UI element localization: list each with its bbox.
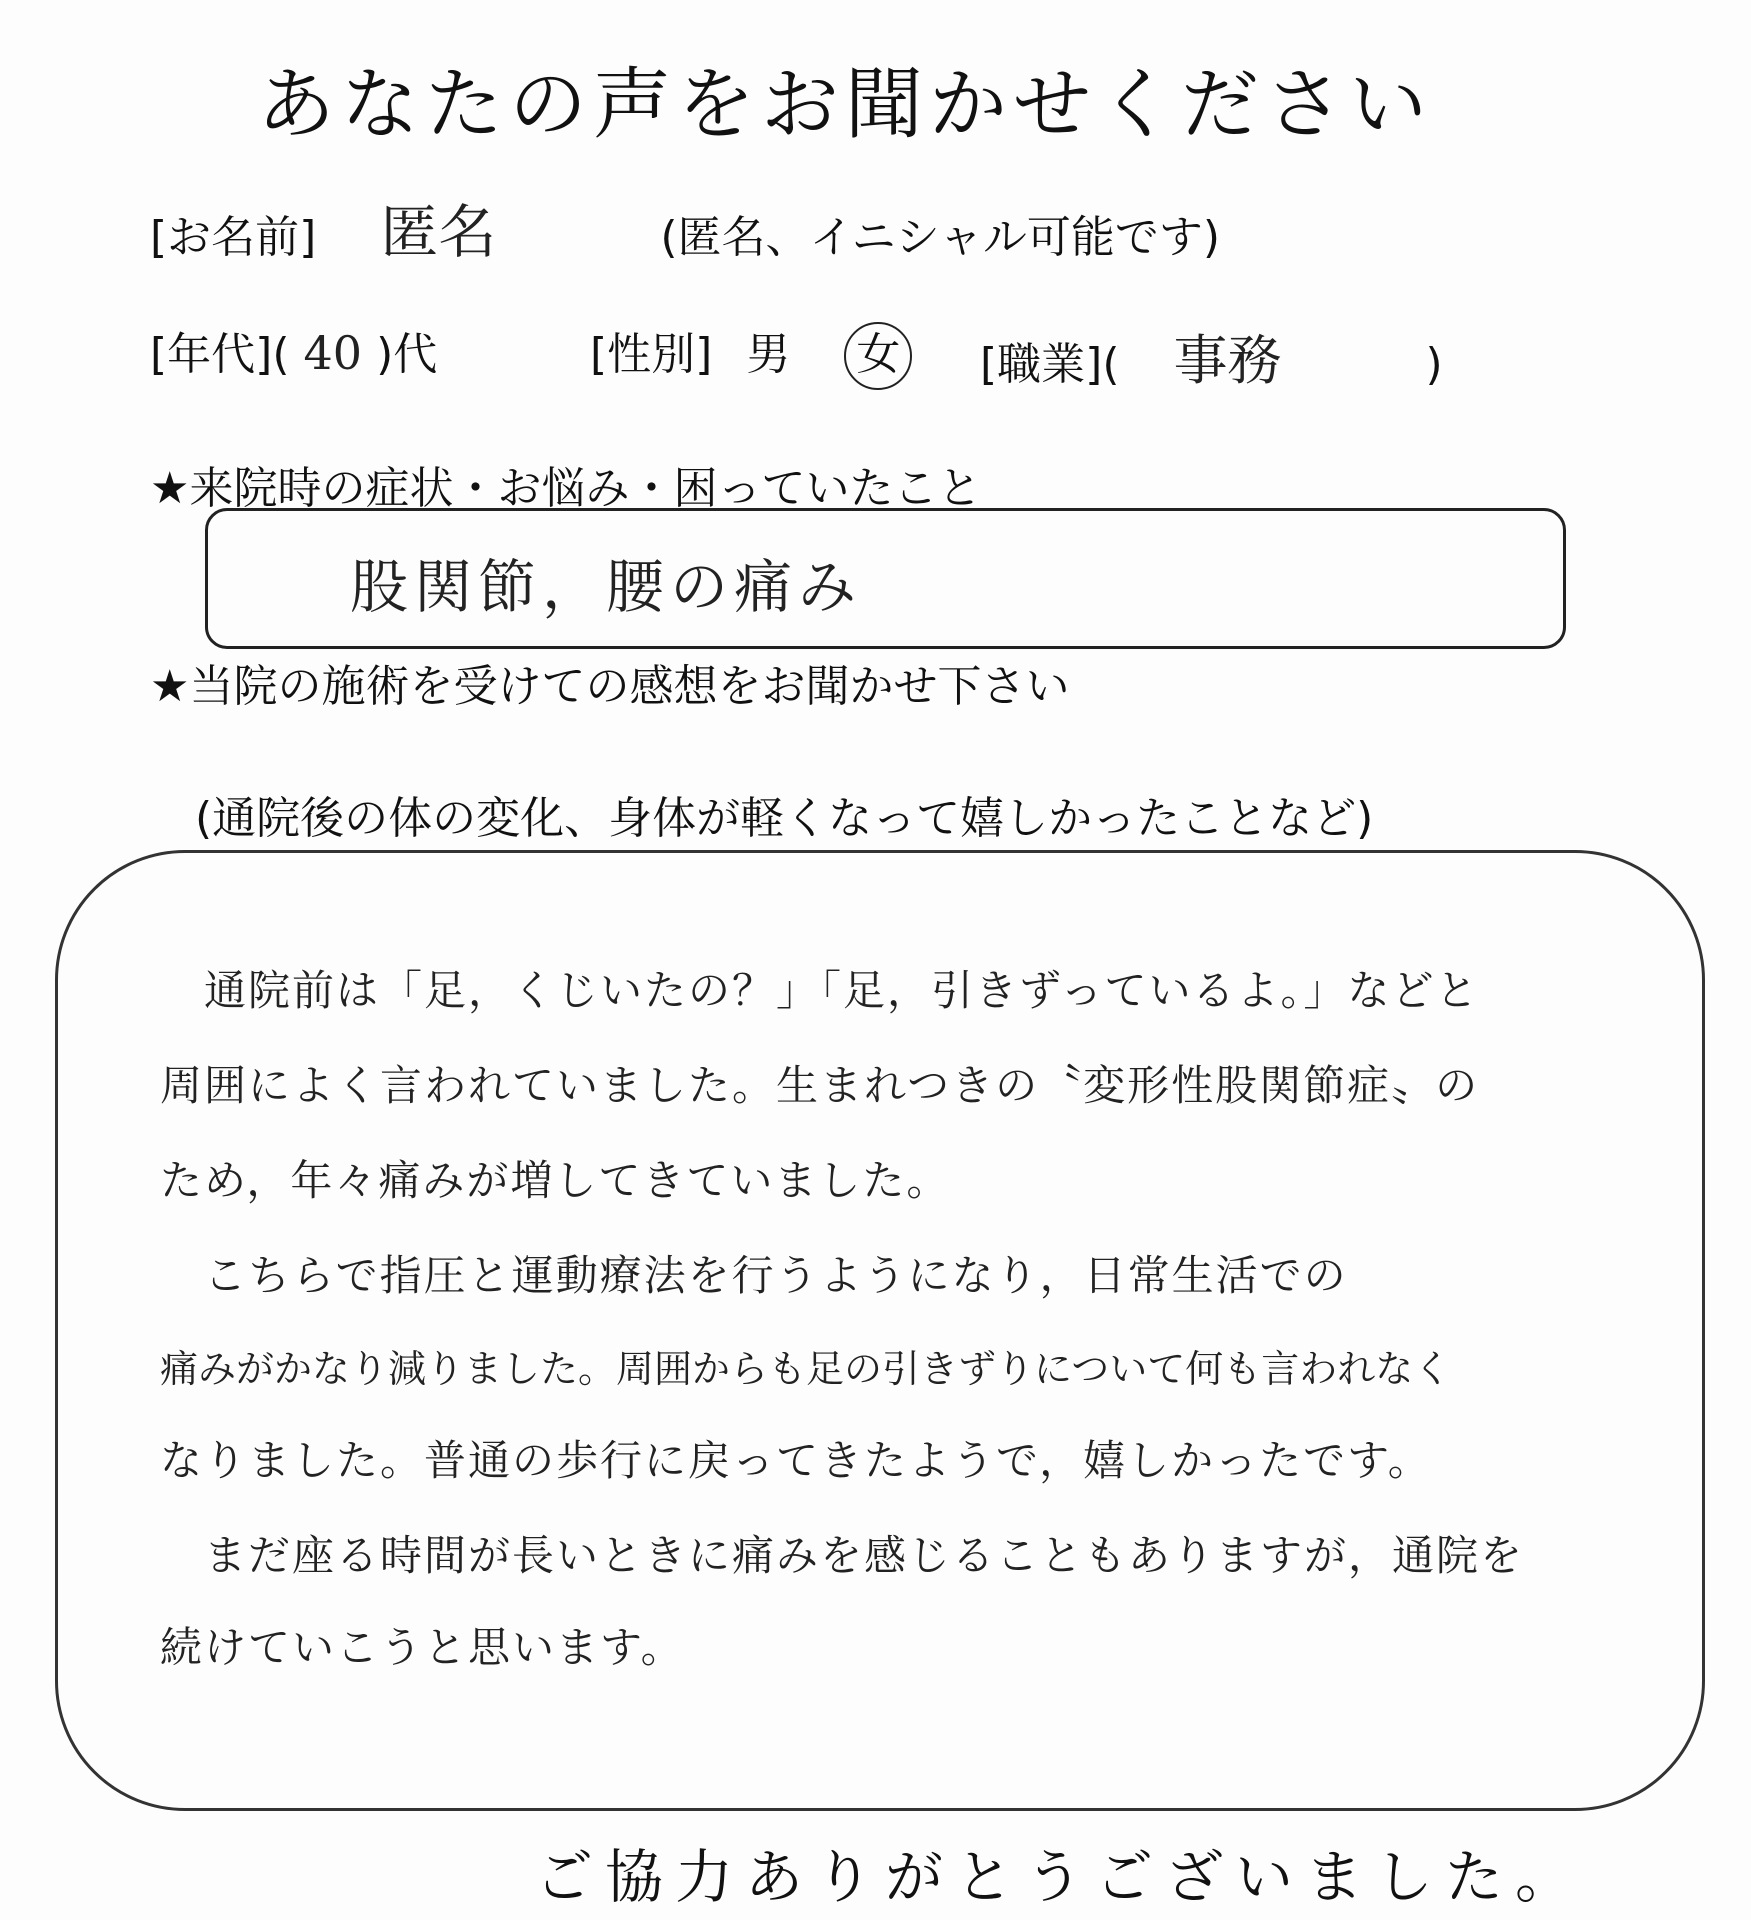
name-value: 匿名 [380,198,497,266]
gender-row [590,318,912,390]
impression-line: なりました。普通の歩行に戻ってきたようで，嬉しかったです。 [160,1436,1432,1485]
impression-line: 続けていこうと思います。 [160,1623,685,1672]
impression-line: 周囲によく言われていました。生まれつきの〝変形性股関節症〟の [160,1061,1480,1110]
gender-male: 男 [746,329,791,380]
symptoms-value: 股関節，腰の痛み [350,553,863,621]
name-note: (匿名、イニシャル可能です) [660,212,1221,263]
name-row [150,185,1220,269]
age-close: )代 [376,329,438,380]
footer-thanks: ご協力ありがとうございました。 [535,1843,1586,1911]
name-label: [お名前] [150,212,317,263]
gender-female-circled: 女 [844,322,912,390]
impression-line: まだ座る時間が長いときに痛みを感じることもありますが，通院を [160,1531,1525,1580]
job-open: ( [1102,339,1120,390]
symptoms-heading: ★来院時の症状・お悩み・困っていたこと [150,463,982,514]
job-label: [職業] [980,339,1103,390]
age-open: ( [272,329,290,380]
job-value: 事務 [1173,329,1282,392]
job-close: ) [1425,339,1443,390]
impression-line: 痛みがかなり減りました。周囲からも足の引きずりについて何も言われなく [160,1347,1452,1391]
age-value: 40 [303,326,363,380]
impression-line: 通院前は「足，くじいたの？」「足，引きずっているよ。」などと [160,966,1480,1015]
page-title: あなたの声をお聞かせください [256,60,1433,150]
impressions-subheading: (通院後の体の変化、身体が軽くなって嬉しかったことなど) [195,793,1374,844]
impressions-heading: ★当院の施術を受けての感想をお聞かせ下さい [150,661,1070,712]
gender-label: [性別] [590,329,713,380]
impression-line: こちらで指圧と運動療法を行うようになり，日常生活での [160,1251,1348,1300]
age-label: [年代] [150,329,273,380]
age-row [150,318,437,382]
impression-line: ため，年々痛みが増してきていました。 [160,1156,951,1205]
job-row [980,318,1443,395]
